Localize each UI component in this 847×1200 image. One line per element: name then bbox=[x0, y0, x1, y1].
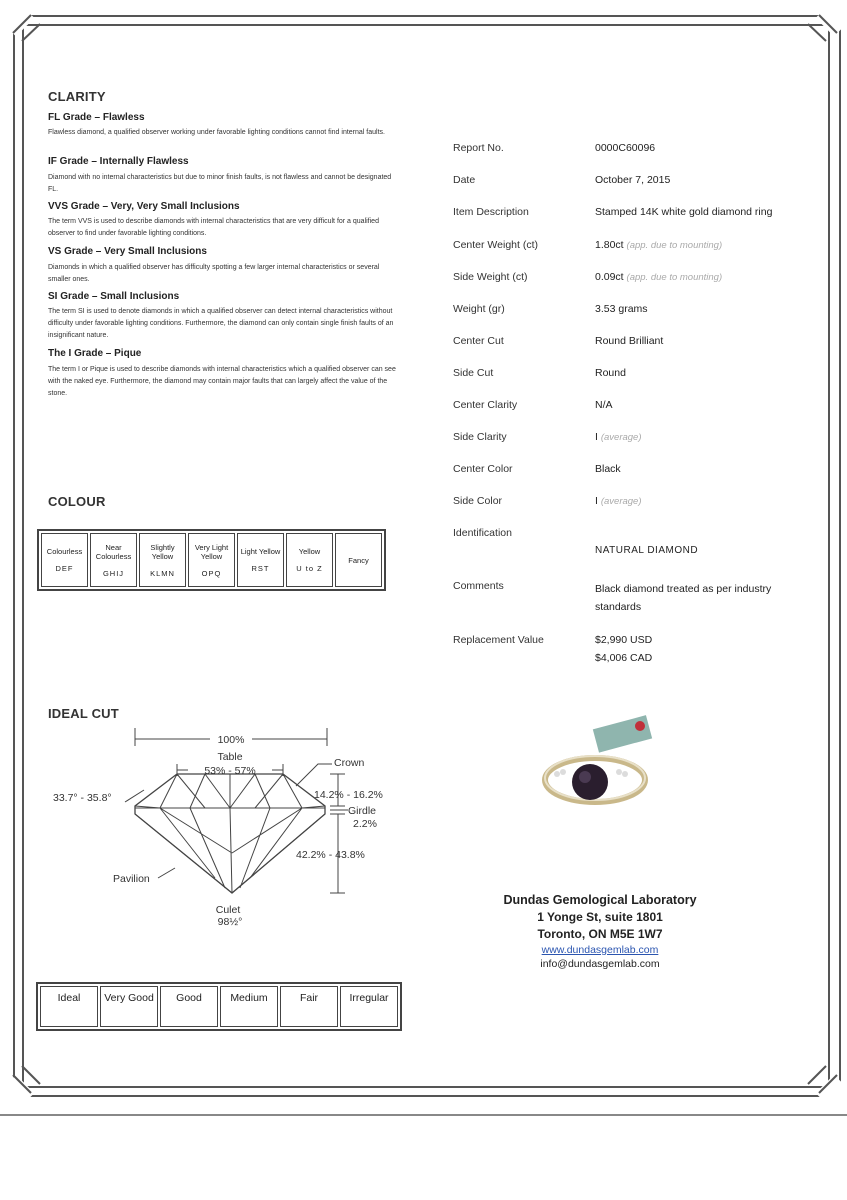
colour-cell bbox=[335, 533, 382, 587]
report-value: 1.80ct (app. due to mounting) bbox=[595, 239, 723, 251]
side-stone bbox=[622, 771, 628, 777]
table-range-label: 53% - 57% bbox=[204, 765, 256, 777]
report-value: I (average) bbox=[595, 431, 642, 443]
ideal-cut-title: IDEAL CUT bbox=[48, 706, 119, 721]
pavilion-pointer bbox=[158, 868, 175, 878]
colour-code: GHIJ bbox=[102, 568, 125, 578]
crown-facets bbox=[135, 774, 325, 808]
colour-name: Light Yellow bbox=[240, 547, 281, 556]
colour-name: Very Light Yellow bbox=[194, 542, 229, 561]
lab-name: Dundas Gemological Laboratory bbox=[503, 893, 697, 907]
table-label: Table bbox=[217, 751, 243, 763]
grade-vvs-text: The term VVS is used to describe diamonds with internal characteristics that are very difficult for a qualified observer to find under favorable lighting conditions. bbox=[48, 218, 379, 237]
colour-name: Slightly Yellow bbox=[150, 542, 175, 561]
cut-grade-cell: Medium bbox=[220, 986, 278, 1027]
tag-shape bbox=[593, 715, 652, 752]
crown-label: Crown bbox=[334, 757, 365, 769]
report-label: Date bbox=[453, 174, 476, 186]
pavilion-label: Pavilion bbox=[113, 873, 150, 885]
colour-code: KLMN bbox=[150, 568, 175, 578]
girdle-value-label: 2.2% bbox=[353, 818, 377, 830]
total-width-label: 100% bbox=[217, 734, 245, 746]
report-value: I (average) bbox=[595, 495, 642, 507]
report-value: October 7, 2015 bbox=[595, 174, 671, 186]
cut-grade-cell: Irregular bbox=[340, 986, 398, 1027]
report-label: Center Weight (ct) bbox=[453, 239, 538, 251]
side-stone bbox=[554, 771, 560, 777]
report-value: Black bbox=[595, 463, 621, 475]
tag-dot bbox=[635, 721, 645, 731]
colour-name: Fancy bbox=[348, 555, 369, 565]
colour-title: COLOUR bbox=[48, 494, 106, 509]
colour-cell bbox=[90, 533, 137, 587]
lab-email[interactable]: info@dundasgemlab.com bbox=[540, 958, 660, 970]
grade-vvs-title: VVS Grade – Very, Very Small Inclusions bbox=[48, 201, 240, 212]
report-value: 3.53 grams bbox=[595, 303, 648, 315]
report-label: Side Clarity bbox=[453, 431, 507, 443]
grade-if-title: IF Grade – Internally Flawless bbox=[48, 156, 189, 167]
ring-photo bbox=[535, 712, 675, 822]
report-label: Weight (gr) bbox=[453, 303, 505, 315]
grade-si-text: The term SI is used to denote diamonds in which a qualified observer can detect internal characteristics without difficulty under favorable lighting conditions. Furthermore, the diamond can only contain single finish faults of an insignificant nature. bbox=[48, 308, 394, 339]
report-label: Center Cut bbox=[453, 335, 504, 347]
lab-address-2: Toronto, ON M5E 1W7 bbox=[537, 927, 663, 941]
cut-grade-table bbox=[36, 982, 402, 1031]
replacement-label: Replacement Value bbox=[453, 634, 544, 646]
report-value: Round bbox=[595, 367, 626, 379]
side-stone bbox=[616, 769, 622, 775]
crown-pointer bbox=[296, 764, 332, 786]
lab-address-1: 1 Yonge St, suite 1801 bbox=[537, 910, 663, 924]
report-value: 0.09ct (app. due to mounting) bbox=[595, 271, 723, 283]
identification-label: Identification bbox=[453, 527, 512, 539]
girdle-label: Girdle bbox=[348, 805, 377, 817]
cut-grade-cell: Very Good bbox=[100, 986, 158, 1027]
lab-website-link[interactable]: www.dundasgemlab.com bbox=[541, 944, 659, 956]
report-label: Side Weight (ct) bbox=[453, 271, 528, 283]
comments-value: Black diamond treated as per industry standards bbox=[595, 583, 772, 613]
report-label: Report No. bbox=[453, 142, 504, 154]
crown-angle-label: 33.7° - 35.8° bbox=[53, 792, 112, 804]
side-stone bbox=[560, 769, 566, 775]
grade-if-text: Diamond with no internal characteristics but due to minor finish faults, is not flawless and cannot be designated FL. bbox=[48, 174, 392, 193]
grade-vs-text: Diamonds in which a qualified observer has difficulty spotting a few larger internal characteristics or several smaller ones. bbox=[48, 264, 380, 283]
report-label: Center Clarity bbox=[453, 399, 518, 411]
report-value: Round Brilliant bbox=[595, 335, 664, 347]
crown-height-label: 14.2% - 16.2% bbox=[314, 789, 383, 801]
report-label: Center Color bbox=[453, 463, 513, 475]
grade-i-text: The term I or Pique is used to describe diamonds with internal characteristics which a qualified observer can see with the naked eye. Furthermore, the diamond may contain major faults that can largely affect the value of the stone. bbox=[48, 366, 396, 397]
grade-vs-title: VS Grade – Very Small Inclusions bbox=[48, 246, 207, 257]
clarity-title: CLARITY bbox=[48, 89, 106, 104]
cut-grade-cell: Good bbox=[160, 986, 218, 1027]
colour-cell bbox=[237, 533, 284, 587]
report-value: Stamped 14K white gold diamond ring bbox=[595, 206, 773, 218]
lab-info bbox=[470, 893, 730, 970]
cut-grade-cell: Ideal bbox=[40, 986, 98, 1027]
colour-name: Near Colourless bbox=[95, 542, 132, 561]
report-label: Side Color bbox=[453, 495, 503, 507]
stone-reflection bbox=[579, 771, 591, 783]
colour-code: U to Z bbox=[296, 564, 323, 573]
cut-grade-cell: Fair bbox=[280, 986, 338, 1027]
culet-label: Culet bbox=[215, 904, 241, 916]
colour-cell bbox=[188, 533, 235, 587]
report-value: 0000C60096 bbox=[595, 142, 656, 154]
replacement-usd: $2,990 USD bbox=[595, 634, 653, 646]
colour-cell bbox=[286, 533, 333, 587]
colour-code: RST bbox=[251, 564, 270, 573]
colour-name: Colourless bbox=[46, 547, 83, 556]
report-label: Side Cut bbox=[453, 367, 494, 379]
crown-angle-pointer bbox=[125, 790, 144, 802]
colour-name: Yellow bbox=[298, 547, 321, 556]
pavilion-depth-label: 42.2% - 43.8% bbox=[296, 849, 365, 861]
replacement-cad: $4,006 CAD bbox=[595, 652, 653, 664]
identification-value: NATURAL DIAMOND bbox=[595, 545, 699, 556]
grade-fl-text: Flawless diamond, a qualified observer working under favorable lighting conditions cannot find internal faults. bbox=[48, 129, 385, 136]
grade-fl-title: FL Grade – Flawless bbox=[48, 112, 145, 123]
colour-cell bbox=[41, 533, 88, 587]
comments-label: Comments bbox=[453, 580, 504, 592]
grade-i-title: The I Grade – Pique bbox=[48, 348, 142, 359]
center-stone bbox=[572, 764, 608, 800]
diamond-cut-diagram bbox=[40, 728, 410, 938]
culet-angle-label: 98½° bbox=[217, 916, 243, 928]
colour-cell bbox=[139, 533, 186, 587]
report-value: N/A bbox=[595, 399, 613, 411]
colour-scale-table bbox=[37, 529, 386, 591]
grade-si-title: SI Grade – Small Inclusions bbox=[48, 291, 180, 302]
page-bottom-rule bbox=[0, 1114, 847, 1116]
colour-code: OPQ bbox=[201, 568, 222, 578]
report-label: Item Description bbox=[453, 206, 529, 218]
colour-code: DEF bbox=[55, 564, 74, 573]
